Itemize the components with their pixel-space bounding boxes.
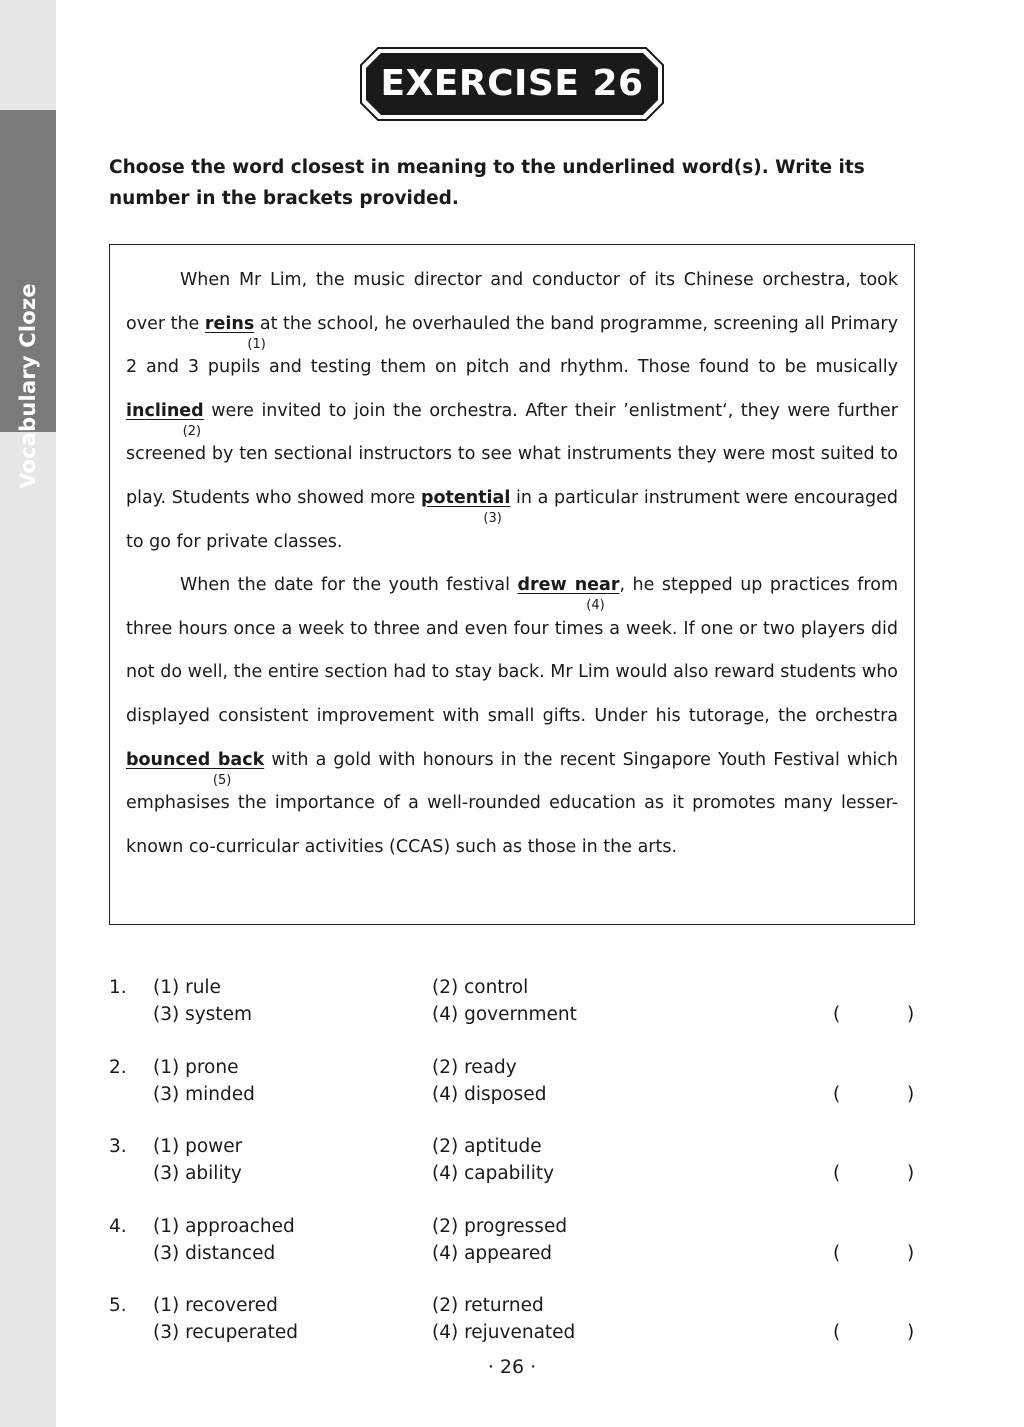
option-1: (1) approached xyxy=(153,1215,295,1237)
passage-text: When the date for the youth festival xyxy=(180,575,518,596)
option-4: (4) appeared xyxy=(432,1242,552,1264)
question-number: 4. xyxy=(109,1215,127,1237)
answer-bracket-open[interactable]: ( xyxy=(833,1083,841,1105)
question-number: 5. xyxy=(109,1295,127,1316)
question-row xyxy=(109,1001,919,1028)
option-3: (3) distanced xyxy=(153,1242,276,1264)
question-row xyxy=(109,1054,919,1081)
exercise-title-banner xyxy=(360,47,664,121)
option-2: (2) aptitude xyxy=(432,1136,542,1157)
answer-bracket-close[interactable]: ) xyxy=(907,1242,915,1264)
answer-bracket-close[interactable]: ) xyxy=(907,1004,915,1025)
question-number: 2. xyxy=(109,1056,127,1078)
answer-bracket-close[interactable]: ) xyxy=(907,1322,915,1343)
question-number: 1. xyxy=(109,977,127,998)
question-row xyxy=(109,1133,919,1160)
passage-box xyxy=(109,244,915,925)
underlined-word-4 xyxy=(517,575,620,614)
option-2: (2) control xyxy=(432,977,529,998)
question-1 xyxy=(109,974,919,1054)
option-2: (2) returned xyxy=(432,1295,544,1316)
question-4 xyxy=(109,1213,919,1293)
option-2: (2) ready xyxy=(432,1056,517,1078)
underlined-word-text: potential xyxy=(420,487,511,508)
question-row xyxy=(109,1081,919,1108)
underlined-word-text: bounced back xyxy=(126,749,265,770)
instructions: Choose the word closest in meaning to the underlined word(s). Write its number in the brackets provided. xyxy=(109,157,865,209)
option-4: (4) disposed xyxy=(432,1083,547,1105)
passage-text: , he stepped up practices from three hours once a week to three and even four times a week. If one or two players did not do well, the entire section had to stay back. Mr Lim would also reward students who displayed consistent improvement with small gifts. Under his tutorage, the orchestra xyxy=(126,575,898,726)
underlined-word-1 xyxy=(204,313,266,352)
question-row xyxy=(109,1160,919,1187)
blank-number-1: (1) xyxy=(247,336,266,352)
section-tab-label: Vocabulary Cloze xyxy=(16,283,40,489)
option-4: (4) government xyxy=(432,1004,577,1025)
underlined-word-5 xyxy=(126,749,265,788)
question-row xyxy=(109,1240,919,1267)
passage-text: in a particular instrument were encouraged to go for private classes. xyxy=(126,487,899,552)
blank-number-3: (3) xyxy=(483,510,502,526)
blank-number-4: (4) xyxy=(586,598,605,614)
option-3: (3) minded xyxy=(153,1083,255,1105)
passage-paragraph-2 xyxy=(126,564,898,869)
question-list xyxy=(109,974,919,1372)
passage-text: at the school, he overhauled the band programme, screening all Primary 2 and 3 pupils and testing them on pitch and rhythm. Those found to be musically xyxy=(126,313,898,378)
option-3: (3) recuperated xyxy=(153,1322,299,1343)
question-row xyxy=(109,1319,919,1346)
option-1: (1) rule xyxy=(153,977,221,998)
blank-number-5: (5) xyxy=(212,772,232,788)
answer-bracket-open[interactable]: ( xyxy=(833,1004,841,1025)
passage-text: were invited to join the orchestra. After their ’enlistment‘, they were further screened by ten sectional instructors to see what instruments they were most suited to play. Students who showed more xyxy=(126,400,898,508)
option-1: (1) prone xyxy=(153,1056,239,1078)
underlined-word-text: drew near xyxy=(517,575,620,596)
answer-bracket-close[interactable]: ) xyxy=(907,1083,915,1105)
option-4: (4) rejuvenated xyxy=(432,1322,576,1343)
passage-text: with a gold with honours in the recent Singapore Youth Festival which emphasises the importance of a well-rounded education as it promotes many lesser-known co-curricular activities (CCAS) such as those in the arts. xyxy=(126,749,898,857)
option-1: (1) recovered xyxy=(153,1295,278,1316)
underlined-word-2 xyxy=(126,400,204,439)
answer-bracket-open[interactable]: ( xyxy=(833,1322,841,1343)
question-row xyxy=(109,1213,919,1240)
underlined-word-text: inclined xyxy=(126,400,204,421)
option-4: (4) capability xyxy=(432,1163,555,1184)
exercise-title: EXERCISE 26 xyxy=(380,63,644,104)
passage-text: When Mr Lim, the music director and conductor of its Chinese orchestra, took over the xyxy=(126,270,898,334)
page-number: · 26 · xyxy=(487,1356,537,1378)
question-2 xyxy=(109,1054,919,1134)
option-3: (3) ability xyxy=(153,1163,242,1184)
answer-bracket-open[interactable]: ( xyxy=(833,1242,841,1264)
passage xyxy=(126,259,898,869)
option-2: (2) progressed xyxy=(432,1215,568,1237)
question-3 xyxy=(109,1133,919,1213)
option-3: (3) system xyxy=(153,1004,252,1025)
passage-paragraph-1 xyxy=(126,259,898,564)
option-1: (1) power xyxy=(153,1136,243,1157)
section-tab xyxy=(0,110,56,489)
blank-number-2: (2) xyxy=(182,423,202,439)
question-row xyxy=(109,1292,919,1319)
question-number: 3. xyxy=(109,1136,127,1157)
underlined-word-3 xyxy=(420,487,511,526)
underlined-word-text: reins xyxy=(204,313,255,334)
answer-bracket-open[interactable]: ( xyxy=(833,1163,841,1184)
question-row xyxy=(109,974,919,1001)
answer-bracket-close[interactable]: ) xyxy=(907,1163,915,1184)
